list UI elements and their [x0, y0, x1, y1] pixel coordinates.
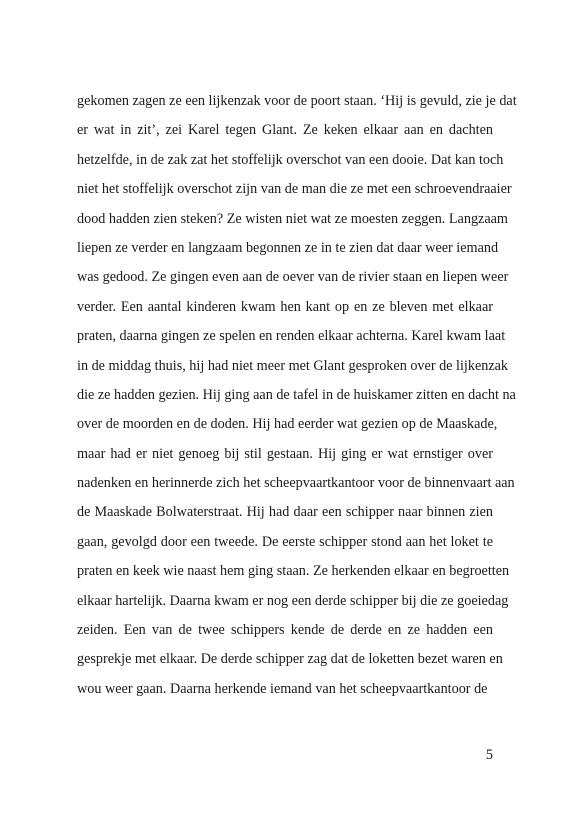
- text-line: praten, daarna gingen ze spelen en renden elkaar achterna. Karel kwam laat: [77, 328, 506, 345]
- text-line: zeiden. Een van de twee schippers kende de derde en ze hadden een: [77, 622, 493, 639]
- text-line: hetzelfde, in de zak zat het stoffelijk overschot van een dooie. Dat kan toch: [77, 151, 504, 168]
- text-line: die ze hadden gezien. Hij ging aan de tafel in de huiskamer zitten en dacht na: [77, 386, 516, 403]
- text-line: was gedood. Ze gingen even aan de oever van de rivier staan en liepen weer: [77, 269, 509, 286]
- text-line: over de moorden en de doden. Hij had eerder wat gezien op de Maaskade,: [77, 416, 498, 433]
- text-line: maar had er niet genoeg bij stil gestaan. Hij ging er wat ernstiger over: [77, 445, 493, 462]
- text-line: wou weer gaan. Daarna herkende iemand van het scheepvaartkantoor de: [77, 680, 488, 697]
- body-text: [77, 87, 517, 704]
- text-line: de Maaskade Bolwaterstraat. Hij had daar een schipper naar binnen zien: [77, 504, 493, 521]
- text-line: dood hadden zien steken? Ze wisten niet wat ze moesten zeggen. Langzaam: [77, 210, 508, 227]
- text-line: praten en keek wie naast hem ging staan. Ze herkenden elkaar en begroetten: [77, 563, 510, 580]
- text-line: gaan, gevolgd door een tweede. De eerste schipper stond aan het loket te: [77, 533, 493, 550]
- text-line: liepen ze verder en langzaam begonnen ze in te zien dat daar weer iemand: [77, 239, 499, 256]
- text-line: gesprekje met elkaar. De derde schipper zag dat de loketten bezet waren en: [77, 651, 503, 668]
- text-line: nadenken en herinnerde zich het scheepvaartkantoor voor de binnenvaart aan: [77, 475, 515, 492]
- text-line: elkaar hartelijk. Daarna kwam er nog een derde schipper bij die ze goeiedag: [77, 592, 509, 609]
- text-line: in de middag thuis, hij had niet meer met Glant gesproken over de lijkenzak: [77, 357, 509, 374]
- page-number: 5: [485, 747, 493, 763]
- text-line: er wat in zit’, zei Karel tegen Glant. Ze keken elkaar aan en dachten: [77, 122, 493, 139]
- text-line: verder. Een aantal kinderen kwam hen kant op en ze bleven met elkaar: [77, 298, 493, 315]
- text-line: niet het stoffelijk overschot zijn van de man die ze met een schroevendraaier: [77, 181, 512, 198]
- text-line: gekomen zagen ze een lijkenzak voor de poort staan. ‘Hij is gevuld, zie je dat: [77, 93, 517, 109]
